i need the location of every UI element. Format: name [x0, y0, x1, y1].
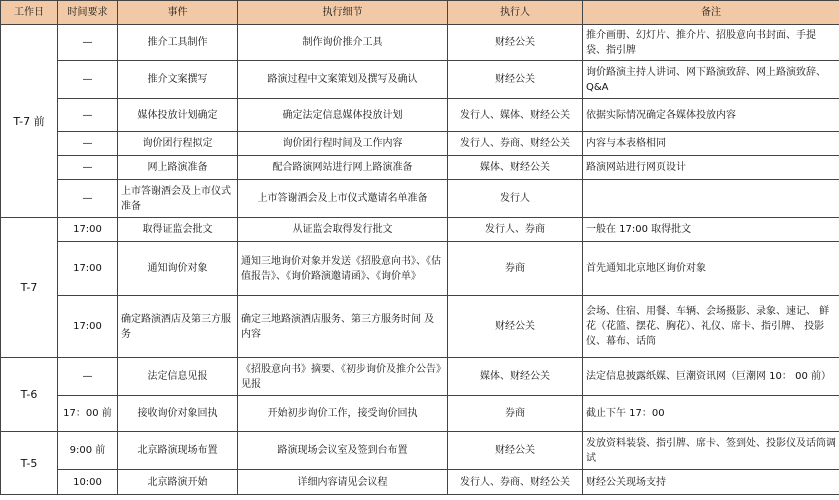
note-cell — [583, 180, 839, 218]
day-cell: T-5 — [1, 432, 58, 495]
person-cell: 券商 — [448, 242, 583, 296]
detail-cell: 《招股意向书》摘要、《初步询价及推介公告》见报 — [238, 358, 448, 396]
person-cell: 发行人、券商、财经公关 — [448, 132, 583, 156]
header-note: 备注 — [583, 1, 839, 25]
note-cell: 推介画册、幻灯片、推介片、招股意向书封面、手提 袋、指引牌 — [583, 25, 839, 61]
person-cell: 财经公关 — [448, 61, 583, 99]
table-row — [1, 99, 839, 132]
note-cell: 财经公关现场支持 — [583, 470, 839, 495]
detail-cell: 制作询价推介工具 — [238, 25, 448, 61]
table-row — [1, 470, 839, 495]
header-workday: 工作日 — [1, 1, 58, 25]
person-cell: 发行人 — [448, 180, 583, 218]
note-cell: 发放资料装袋、指引牌、席卡、签到处、投影仪及话筒调试 — [583, 432, 839, 470]
note-cell: 依据实际情况确定各媒体投放内容 — [583, 99, 839, 132]
detail-cell: 确定法定信息媒体投放计划 — [238, 99, 448, 132]
time-cell: 17:00 — [58, 218, 118, 242]
time-cell: 9:00 前 — [58, 432, 118, 470]
event-cell: 取得证监会批文 — [118, 218, 238, 242]
time-cell: 17:00 — [58, 242, 118, 296]
day-cell: T-7 前 — [1, 25, 58, 218]
time-cell: — — [58, 180, 118, 218]
person-cell: 媒体、财经公关 — [448, 156, 583, 180]
note-cell: 一般在 17:00 取得批文 — [583, 218, 839, 242]
note-cell: 首先通知北京地区询价对象 — [583, 242, 839, 296]
note-cell: 法定信息披露纸媒、巨潮资讯网（巨潮网 10： 00 前） — [583, 358, 839, 396]
day-cell: T-6 — [1, 358, 58, 432]
detail-cell: 开始初步询价工作，接受询价回执 — [238, 396, 448, 432]
note-cell: 路演网站进行网页设计 — [583, 156, 839, 180]
event-cell: 北京路演开始 — [118, 470, 238, 495]
table-row — [1, 358, 839, 396]
time-cell: — — [58, 358, 118, 396]
person-cell: 财经公关 — [448, 25, 583, 61]
event-cell: 媒体投放计划确定 — [118, 99, 238, 132]
note-cell: 询价路演主持人讲词、网下路演致辞、网上路演致辞、Q&A — [583, 61, 839, 99]
time-cell: 10:00 — [58, 470, 118, 495]
time-cell: 17：00 前 — [58, 396, 118, 432]
table-row — [1, 180, 839, 218]
detail-cell: 从证监会取得发行批文 — [238, 218, 448, 242]
day-cell: T-7 — [1, 218, 58, 358]
event-cell: 询价团行程拟定 — [118, 132, 238, 156]
table-row — [1, 61, 839, 99]
table-row — [1, 132, 839, 156]
time-cell: 17:00 — [58, 296, 118, 358]
time-cell: — — [58, 132, 118, 156]
event-cell: 网上路演准备 — [118, 156, 238, 180]
table-row — [1, 396, 839, 432]
time-cell: — — [58, 61, 118, 99]
person-cell: 发行人、券商、财经公关 — [448, 470, 583, 495]
header-event: 事件 — [118, 1, 238, 25]
person-cell: 财经公关 — [448, 296, 583, 358]
header-person: 执行人 — [448, 1, 583, 25]
detail-cell: 通知三地询价对象并发送《招股意向书》、《估值报告》、《询价路演邀请函》、《询价单》 — [238, 242, 448, 296]
event-cell: 通知询价对象 — [118, 242, 238, 296]
table-row — [1, 242, 839, 296]
detail-cell: 路演过程中文案策划及撰写及确认 — [238, 61, 448, 99]
header-detail: 执行细节 — [238, 1, 448, 25]
event-cell: 接收询价对象回执 — [118, 396, 238, 432]
event-cell: 推介文案撰写 — [118, 61, 238, 99]
table-row — [1, 25, 839, 61]
time-cell: — — [58, 156, 118, 180]
detail-cell: 路演现场会议室及签到台布置 — [238, 432, 448, 470]
person-cell: 财经公关 — [448, 432, 583, 470]
detail-cell: 详细内容请见会议程 — [238, 470, 448, 495]
header-row — [1, 1, 839, 25]
time-cell: — — [58, 25, 118, 61]
detail-cell: 上市答谢酒会及上市仪式邀请名单准备 — [238, 180, 448, 218]
event-cell: 北京路演现场布置 — [118, 432, 238, 470]
person-cell: 发行人、券商 — [448, 218, 583, 242]
table-row — [1, 296, 839, 358]
note-cell: 截止下午 17：00 — [583, 396, 839, 432]
note-cell: 会场、住宿、用餐、车辆、会场摄影、录象、速记、 鲜花（花篮、摆花、胸花）、礼仪、席卡、指引牌、 投影仪、幕布、话筒 — [583, 296, 839, 358]
note-cell: 内容与本表格相同 — [583, 132, 839, 156]
table-row — [1, 432, 839, 470]
event-cell: 法定信息见报 — [118, 358, 238, 396]
person-cell: 媒体、财经公关 — [448, 358, 583, 396]
detail-cell: 询价团行程时间及工作内容 — [238, 132, 448, 156]
table-row — [1, 218, 839, 242]
event-cell: 确定路演酒店及第三方服务 — [118, 296, 238, 358]
person-cell: 券商 — [448, 396, 583, 432]
detail-cell: 配合路演网站进行网上路演准备 — [238, 156, 448, 180]
detail-cell: 确定三地路演酒店服务、第三方服务时间 及内容 — [238, 296, 448, 358]
time-cell: — — [58, 99, 118, 132]
table-row — [1, 156, 839, 180]
person-cell: 发行人、媒体、财经公关 — [448, 99, 583, 132]
header-time: 时间要求 — [58, 1, 118, 25]
event-cell: 推介工具制作 — [118, 25, 238, 61]
event-cell: 上市答谢酒会及上市仪式准备 — [118, 180, 238, 218]
